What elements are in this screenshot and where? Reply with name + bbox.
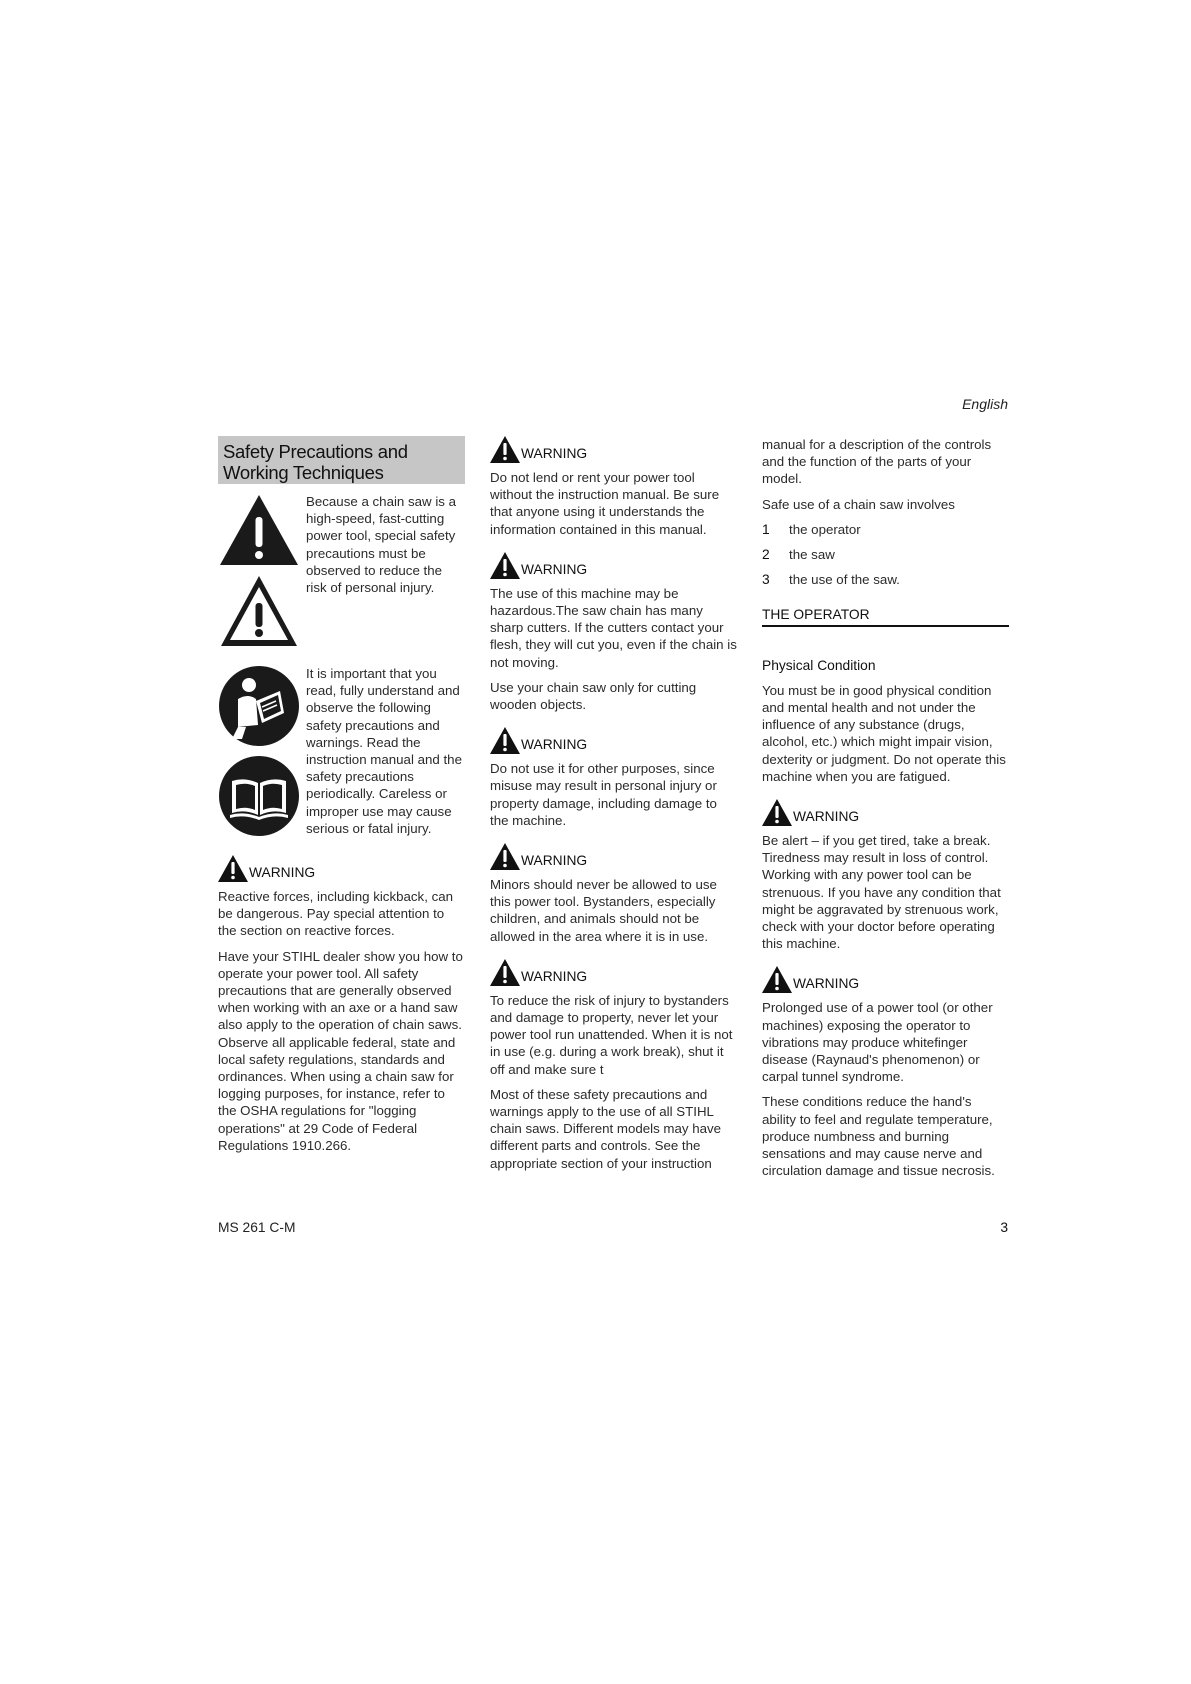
warning-icon	[490, 552, 520, 579]
paragraph: Have your STIHL dealer show you how to operate your power tool. All safety precautions that are generally observed when working with an axe or a hand saw also apply to the operation of chain saws. Observe all applicable federal, state and local safety regulations, standards and ordinances. When using a chain saw for logging purposes, for instance, refer to the OSHA regulations for "logging operations" at 29 Code of Federal Regulations 1910.266.	[218, 948, 463, 1153]
warning-label: WARNING	[793, 976, 860, 992]
symbol-text-2: It is important that you read, fully understand and observe the following safety precautions and warnings. Read the instruction manual and the safety precautions periodically. Careless or improper use may cause serious or fatal injury.	[306, 666, 462, 836]
page-number: 3	[1000, 1220, 1008, 1235]
paragraph: Be alert – if you get tired, take a break. Tiredness may result in loss of control. Working with any power tool can be strenuous. If you have any condition that might be aggravated by strenuous work, check with your doctor before operating this machine.	[762, 833, 1001, 952]
numbered-list	[762, 521, 1009, 589]
warning-outline-triangle-icon	[218, 573, 300, 649]
paragraph: Do not lend or rent your power tool without the instruction manual. Be sure that anyone using it understands the information contained in this manual.	[490, 470, 720, 537]
list-text: the saw	[789, 547, 835, 563]
subheading: Physical Condition	[762, 657, 876, 673]
warning-label: WARNING	[521, 561, 588, 577]
list-item	[762, 571, 1009, 588]
warning-heading	[218, 855, 465, 882]
warning-label: WARNING	[521, 446, 588, 461]
section-title-line-2: Working Techniques	[223, 462, 384, 483]
warning-label: WARNING	[521, 737, 588, 753]
section-title	[218, 436, 465, 484]
warning-heading	[490, 552, 738, 579]
column-2	[490, 436, 738, 1180]
warning-label: WARNING	[249, 865, 316, 881]
list-text: the use of the saw.	[789, 572, 900, 588]
read-manual-icon	[218, 665, 300, 747]
warning-icon	[490, 959, 520, 986]
paragraph: These conditions reduce the hand's ability to feel and regulate temperature, produce numbness and burning sensations and may cause nerve and circulation damage and tissue necrosis.	[762, 1094, 995, 1179]
warning-label: WARNING	[521, 968, 588, 984]
safety-symbols-block-2	[218, 665, 465, 837]
paragraph: Use your chain saw only for cutting wooden objects.	[490, 679, 697, 713]
warning-icon	[762, 966, 792, 993]
warning-label: WARNING	[793, 809, 860, 825]
language-label: English	[962, 396, 1008, 412]
list-item	[762, 546, 1009, 563]
list-text: the operator	[789, 521, 861, 537]
safety-symbols-block-1	[218, 493, 465, 649]
warning-heading	[490, 727, 738, 754]
paragraph: manual for a description of the controls and the function of the parts of your model.	[762, 437, 992, 487]
paragraph: The use of this machine may be hazardous.The saw chain has many sharp cutters. If the cutters contact your flesh, they will cut you, even if the chain is not moving.	[490, 585, 737, 670]
warning-heading	[490, 436, 738, 463]
paragraph: Most of these safety precautions and warnings apply to the use of all STIHL chain saws. Different models may have different parts and controls. See the appropriate section of your instruction	[490, 1086, 722, 1171]
section-title-line-1: Safety Precautions and	[223, 441, 408, 462]
list-number: 3	[762, 572, 770, 588]
warning-label: WARNING	[521, 853, 588, 869]
list-number: 2	[762, 547, 770, 563]
warning-solid-triangle-icon	[218, 493, 300, 567]
list-number: 1	[762, 521, 770, 537]
warning-icon	[490, 843, 520, 870]
column-3	[762, 436, 1009, 1188]
warning-icon	[762, 799, 792, 826]
warning-heading	[490, 959, 738, 986]
paragraph: Prolonged use of a power tool (or other machines) exposing the operator to vibrations may produce whitefinger disease (Raynaud's phenomenon) or carpal tunnel syndrome.	[762, 1000, 993, 1085]
paragraph: Minors should never be allowed to use this power tool. Bystanders, especially children, and animals should not be allowed in the area where it is in use.	[490, 877, 717, 944]
model-label: MS 261 C-M	[218, 1220, 296, 1235]
column-1	[218, 436, 465, 1162]
warning-heading	[490, 843, 738, 870]
list-item	[762, 521, 1009, 538]
open-book-icon	[218, 755, 300, 837]
paragraph: To reduce the risk of injury to bystanders and damage to property, never let your power tool run unattended. When it is not in use (e.g. during a work break), shut it off and make sure t	[490, 992, 733, 1077]
paragraph: You must be in good physical condition and mental health and not under the influence of any substance (drugs, alcohol, etc.) which might impair vision, dexterity or judgment. Do not operate this machine when you are fatigued.	[762, 682, 1006, 784]
warning-icon	[490, 436, 520, 463]
warning-heading	[762, 799, 1009, 826]
warning-heading	[762, 966, 1009, 993]
paragraph: Safe use of a chain saw involves	[762, 496, 955, 512]
paragraph: Do not use it for other purposes, since misuse may result in personal injury or property damage, including damage to the machine.	[490, 761, 717, 828]
warning-icon	[490, 727, 520, 754]
paragraph: Reactive forces, including kickback, can be dangerous. Pay special attention to the section on reactive forces.	[218, 889, 454, 939]
section-heading: THE OPERATOR	[762, 606, 1009, 626]
symbol-text-1: Because a chain saw is a high-speed, fast-cutting power tool, special safety precautions must be observed to reduce the risk of personal injury.	[306, 494, 457, 596]
warning-icon	[218, 855, 248, 882]
